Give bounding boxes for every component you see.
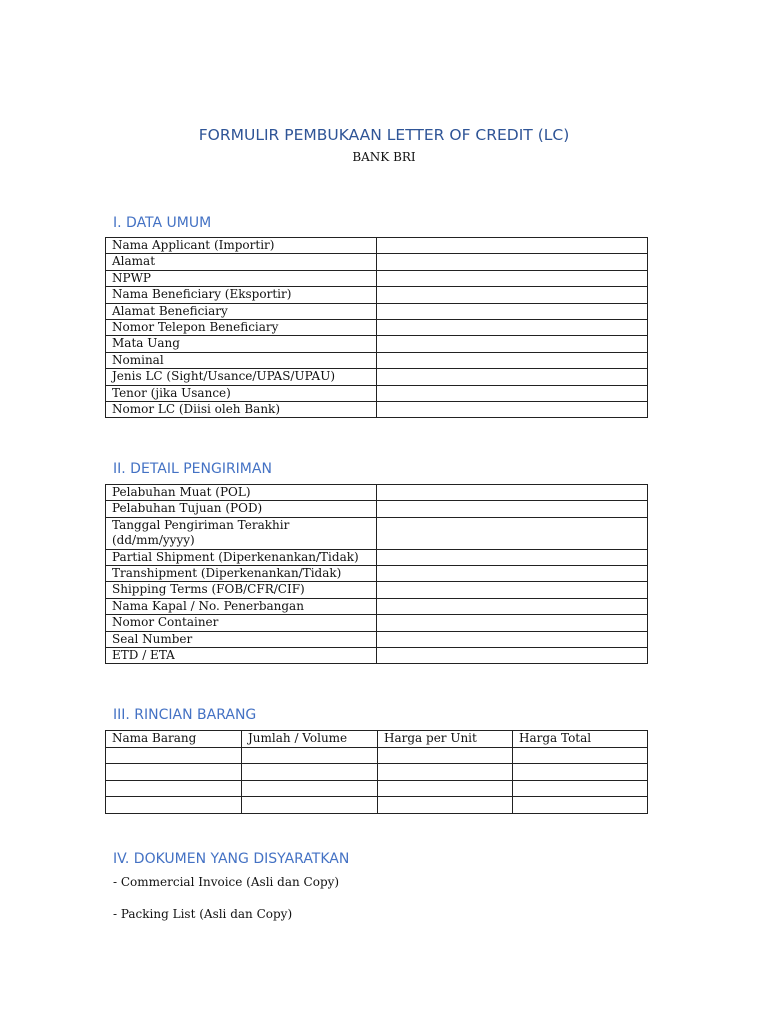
section-heading-data-umum: I. DATA UMUM [113, 215, 212, 231]
field-value-cell[interactable] [377, 369, 648, 385]
form-row [106, 352, 648, 368]
bank-name: BANK BRI [352, 150, 416, 164]
field-value-cell[interactable] [377, 352, 648, 368]
field-label: Alamat [106, 254, 377, 270]
form-row [106, 631, 648, 647]
goods-cell[interactable] [378, 780, 513, 797]
column-header: Nama Barang [106, 731, 242, 748]
field-value-cell[interactable] [377, 485, 648, 501]
form-row [106, 369, 648, 385]
field-value-cell[interactable] [377, 501, 648, 517]
form-row [106, 385, 648, 401]
field-label: Nomor Container [106, 615, 377, 631]
field-value-cell[interactable] [377, 336, 648, 352]
table-row [106, 797, 648, 814]
goods-cell[interactable] [106, 747, 242, 764]
goods-cell[interactable] [242, 780, 378, 797]
field-value-cell[interactable] [377, 303, 648, 319]
field-value-cell[interactable] [377, 270, 648, 286]
field-label: Seal Number [106, 631, 377, 647]
goods-cell[interactable] [106, 797, 242, 814]
form-row [106, 303, 648, 319]
form-row [106, 501, 648, 517]
goods-cell[interactable] [378, 764, 513, 781]
field-value-cell[interactable] [377, 582, 648, 598]
field-label: Pelabuhan Tujuan (POD) [106, 501, 377, 517]
field-label: Pelabuhan Muat (POL) [106, 485, 377, 501]
form-row [106, 402, 648, 418]
field-value-cell[interactable] [377, 385, 648, 401]
form-row [106, 582, 648, 598]
form-row [106, 287, 648, 303]
field-value-cell[interactable] [377, 648, 648, 664]
rincian-barang-table [105, 730, 648, 814]
goods-cell[interactable] [513, 797, 648, 814]
field-label: ETD / ETA [106, 648, 377, 664]
form-row [106, 254, 648, 270]
field-label: Nomor LC (Diisi oleh Bank) [106, 402, 377, 418]
form-row [106, 336, 648, 352]
field-label: Tenor (jika Usance) [106, 385, 377, 401]
field-label: Shipping Terms (FOB/CFR/CIF) [106, 582, 377, 598]
field-value-cell[interactable] [377, 320, 648, 336]
document-item: - Packing List (Asli dan Copy) [113, 907, 293, 921]
data-umum-table [105, 237, 648, 418]
section-heading-detail-pengiriman: II. DETAIL PENGIRIMAN [113, 461, 272, 477]
goods-cell[interactable] [242, 764, 378, 781]
field-label: Tanggal Pengiriman Terakhir (dd/mm/yyyy) [106, 517, 377, 549]
field-value-cell[interactable] [377, 238, 648, 254]
field-value-cell[interactable] [377, 549, 648, 565]
field-label: Nomor Telepon Beneficiary [106, 320, 377, 336]
field-value-cell[interactable] [377, 598, 648, 614]
field-label: Jenis LC (Sight/Usance/UPAS/UPAU) [106, 369, 377, 385]
goods-cell[interactable] [513, 780, 648, 797]
field-label: Mata Uang [106, 336, 377, 352]
form-row [106, 566, 648, 582]
field-label: Alamat Beneficiary [106, 303, 377, 319]
form-row [106, 648, 648, 664]
section-heading-rincian-barang: III. RINCIAN BARANG [113, 707, 257, 723]
column-header: Harga Total [513, 731, 648, 748]
field-label: Nama Applicant (Importir) [106, 238, 377, 254]
form-title: FORMULIR PEMBUKAAN LETTER OF CREDIT (LC) [198, 126, 570, 144]
field-label: Partial Shipment (Diperkenankan/Tidak) [106, 549, 377, 565]
form-row [106, 615, 648, 631]
table-row [106, 764, 648, 781]
column-header: Harga per Unit [378, 731, 513, 748]
detail-pengiriman-table [105, 484, 648, 664]
field-value-cell[interactable] [377, 254, 648, 270]
table-row [106, 747, 648, 764]
form-row [106, 549, 648, 565]
form-row [106, 270, 648, 286]
goods-cell[interactable] [378, 747, 513, 764]
field-value-cell[interactable] [377, 402, 648, 418]
field-label: Nominal [106, 352, 377, 368]
goods-cell[interactable] [242, 797, 378, 814]
form-row [106, 320, 648, 336]
field-value-cell[interactable] [377, 566, 648, 582]
goods-cell[interactable] [242, 747, 378, 764]
form-row [106, 517, 648, 549]
goods-cell[interactable] [106, 780, 242, 797]
field-label: Transhipment (Diperkenankan/Tidak) [106, 566, 377, 582]
field-label: Nama Kapal / No. Penerbangan [106, 598, 377, 614]
goods-cell[interactable] [378, 797, 513, 814]
field-label: Nama Beneficiary (Eksportir) [106, 287, 377, 303]
document-item: - Commercial Invoice (Asli dan Copy) [113, 875, 340, 889]
field-value-cell[interactable] [377, 631, 648, 647]
goods-cell[interactable] [513, 747, 648, 764]
section-heading-dokumen: IV. DOKUMEN YANG DISYARATKAN [113, 851, 350, 867]
goods-cell[interactable] [513, 764, 648, 781]
goods-cell[interactable] [106, 764, 242, 781]
form-row [106, 485, 648, 501]
form-row [106, 598, 648, 614]
field-value-cell[interactable] [377, 517, 648, 549]
field-value-cell[interactable] [377, 287, 648, 303]
column-header: Jumlah / Volume [242, 731, 378, 748]
form-row [106, 238, 648, 254]
field-label: NPWP [106, 270, 377, 286]
field-value-cell[interactable] [377, 615, 648, 631]
table-row [106, 780, 648, 797]
